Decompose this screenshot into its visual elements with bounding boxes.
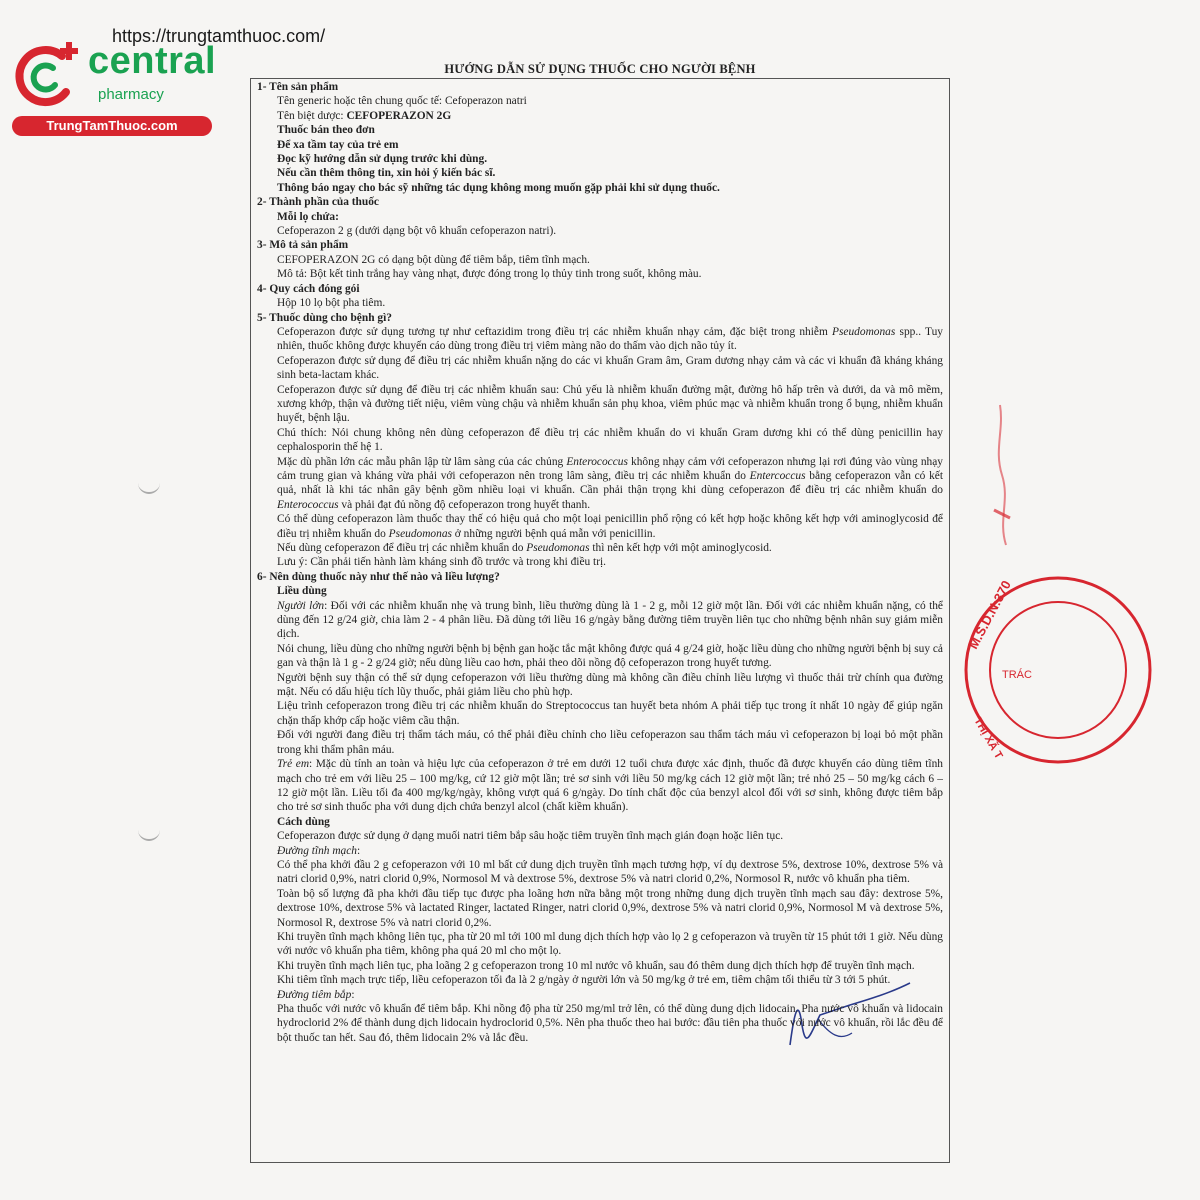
description-text: CEFOPERAZON 2G có dạng bột dùng để tiêm bắp, tiêm tĩnh mạch. xyxy=(277,253,590,266)
indication-paragraph xyxy=(277,512,943,541)
description-text: Mô tả: Bột kết tinh trắng hay vàng nhạt, được đóng trong lọ thủy tinh trong suốt, không màu. xyxy=(277,268,702,281)
brand-line xyxy=(277,109,943,123)
logo-banner: TrungTamThuoc.com xyxy=(12,116,212,136)
dosage-paragraph: Người bệnh suy thận có thể sử dụng cefoperazon với liều thường dùng mà không cần điều chỉnh liều lượng vì thuốc thải trừ chính qua đường mật. Nếu có dấu hiệu tích lũy thuốc, phải giảm liều cho phù hợp. xyxy=(277,671,943,699)
section-5-heading: 5- Thuốc dùng cho bệnh gì? xyxy=(257,311,392,324)
section-6-heading: 6- Nên dùng thuốc này như thế nào và liều lượng? xyxy=(257,570,500,583)
italic-term: Enterococcus xyxy=(566,455,628,468)
text-run: spp.. Tuy nhiên, thuốc không được khuyến cáo dùng trong điều trị viêm màng não do thấm vào dịch não tủy ít. xyxy=(277,325,943,353)
central-pharmacy-logo xyxy=(10,38,230,138)
administration-paragraph: Pha thuốc với nước vô khuẩn để tiêm bắp. Khi nồng độ pha từ 250 mg/ml trở lên, có thể dùng dung dịch lidocain. Pha nước vô khuẩn và lidocain hydroclorid 2% để thành dung dịch lidocain hydroclorid 0,5%. Nên pha thuốc theo hai bước: đầu tiên pha thuốc với nước vô khuẩn, rồi lắc đều để bột thuốc tan hết. Sau đó, thêm lidocain 2% và lắc đều. xyxy=(277,1003,943,1044)
indication-paragraph: Lưu ý: Cần phải tiến hành làm kháng sinh đồ trước và trong khi điều trị. xyxy=(277,556,607,569)
indication-paragraph xyxy=(277,325,943,354)
text-run: ở những người bệnh quá mẫn với penicillin. xyxy=(451,527,656,540)
dosage-subheading: Liều dùng xyxy=(277,585,327,598)
italic-term: Người lớn xyxy=(277,599,325,612)
italic-term: Pseudomonas xyxy=(388,527,452,540)
section-4-heading: 4- Quy cách đóng gói xyxy=(257,282,360,295)
administration-subheading: Cách dùng xyxy=(277,815,330,828)
composition-text: Cefoperazon 2 g (dưới dạng bột vô khuẩn cefoperazon natri). xyxy=(277,225,557,238)
administration-paragraph: Toàn bộ số lượng đã pha khởi đầu tiếp tục được pha loãng hơn nữa bằng một trong những dung dịch truyền tĩnh mạch sau đây: dextrose 5%, dextrose 10%, dextrose 5% và lactated Ringer, lactated Ringer, natri clorid 0,9%, dextrose 5% và natri clorid 0,9%, Normosol M và dextrose 5%, Normosol R, dextrose 5% và natri clorid 0,2%. xyxy=(277,887,943,929)
dosage-paragraph xyxy=(277,757,943,815)
italic-term: Entercoccus xyxy=(749,469,806,482)
iv-route-heading xyxy=(277,844,943,858)
source-url: https://trungtamthuoc.com/ xyxy=(112,26,326,46)
composition-subheading: Mỗi lọ chứa: xyxy=(277,210,339,223)
italic-term: Pseudomonas xyxy=(526,542,590,554)
italic-term: Đường tiêm bắp xyxy=(277,988,352,1001)
text-run: Có thể dùng cefoperazon làm thuốc thay thế có hiệu quả cho một loại penicillin phổ rộng có kết hợp hoặc không kết hợp với aminoglycosid để điều trị nhiễm khuẩn do xyxy=(277,513,943,540)
indication-paragraph: Chú thích: Nói chung không nên dùng cefoperazon để điều trị các nhiễm khuẩn do vi khuẩn Gram dương khi có thể dùng penicillin hay cephalosporin thế hệ 1. xyxy=(277,426,943,454)
document-title: HƯỚNG DẪN SỬ DỤNG THUỐC CHO NGƯỜI BỆNH xyxy=(444,62,756,76)
red-handwriting-mark xyxy=(980,400,1020,550)
text-run: thì nên kết hợp với một aminoglycosid. xyxy=(589,542,772,554)
pharmacy-cross-icon xyxy=(10,38,88,116)
warning-line: Thông báo ngay cho bác sỹ những tác dụng không mong muốn gặp phải khi sử dụng thuốc. xyxy=(277,181,720,194)
stamp-bottom-text: THỊ XÃ T xyxy=(971,715,1005,762)
indication-paragraph xyxy=(277,455,943,513)
administration-paragraph: Khi truyền tĩnh mạch không liên tục, pha từ 20 ml tới 100 ml dung dịch thích hợp vào lọ 2 g cefoperazon và truyền từ 15 phút tới 1 giờ. Nếu dùng với nước vô khuẩn pha tiêm, không pha quá 20 ml cho một lọ. xyxy=(277,930,943,958)
indication-paragraph xyxy=(277,541,943,555)
warning-line: Đọc kỹ hướng dẫn sử dụng trước khi dùng. xyxy=(277,153,488,166)
text-run: Cefoperazon được sử dụng tương tự như ceftazidim trong điều trị các nhiễm khuẩn nhạy cảm, đặc biệt trong nhiễm xyxy=(277,325,833,338)
italic-term: Đường tĩnh mạch xyxy=(277,844,357,857)
red-seal-stamp xyxy=(958,570,1032,770)
administration-paragraph: Khi truyền tĩnh mạch liên tục, pha loãng 2 g cefoperazon trong 10 ml nước vô khuẩn, sau đó thêm dung dịch thích hợp để truyền tĩnh mạch. xyxy=(277,959,915,972)
text-run: : Đối với các nhiễm khuẩn nhẹ và trung bình, liều thường dùng là 1 - 2 g, mỗi 12 giờ một lần. Đối với các nhiễm khuẩn nặng, có thể dùng đến 12 g/24 giờ, chia làm 2 - 4 phân liều. Đã dùng tới liều 16 g/ngày bằng đường tiêm truyền liên tục cho những bệnh nhân suy giảm miễn dịch. xyxy=(277,599,943,641)
leaflet-body xyxy=(250,78,950,1163)
text-run: Nếu dùng cefoperazon để điều trị các nhiễm khuẩn do xyxy=(277,542,527,554)
dosage-paragraph: Nói chung, liều dùng cho những người bệnh bị bệnh gan hoặc tắc mật không được quá 4 g/24 giờ, hoặc liều dùng cho những người bệnh bị suy cả gan và thận là 1 g - 2 g/24 giờ; nếu dùng liều cao hơn, phải theo dõi nồng độ cefoperazon trong huyết tương. xyxy=(277,642,943,670)
text-run: bằng cefoperazon vẫn có kết quả, nhất là khi tác nhân gây bệnh gồm nhiều loại vi khuẩn. Cần phải thận trọng khi dùng cefoperazon để điều trị các nhiễm khuẩn do xyxy=(277,469,943,497)
section-1-heading: 1- Tên sản phẩm xyxy=(257,81,339,93)
stamp-inner-text: TRÁC xyxy=(1002,669,1032,681)
punch-hole xyxy=(138,478,160,494)
text-run: : Mặc dù tính an toàn và hiệu lực của cefoperazon ở trẻ em dưới 12 tuổi chưa được xác định, thuốc đã được khuyến cáo dùng tiêm tĩnh mạch cho trẻ em với liều 25 – 100 mg/kg, cứ 12 giờ một lần; trẻ sơ sinh với liều 50 mg/kg cách 12 giờ một lần; trẻ nhỏ 25 – 50 mg/kg cách 6 – 12 giờ một lần. Liều tối đa 400 mg/kg/ngày, không vượt quá 6 g/ngày. Do tính chất độc của benzyl alcol đối với sơ sinh, không được tiêm bắp cho trẻ sơ sinh thuốc pha với dung dịch chứa benzyl alcol (chất kiềm khuẩn). xyxy=(277,758,943,814)
indication-paragraph: Cefoperazon được sử dụng để điều trị các nhiễm khuẩn nặng do các vi khuẩn Gram âm, Gram dương nhạy cảm và các vi khuẩn đã kháng kháng sinh beta-lactam khác. xyxy=(277,354,943,382)
packaging-text: Hộp 10 lọ bột pha tiêm. xyxy=(277,297,386,310)
dosage-paragraph xyxy=(277,599,943,642)
text-run: : xyxy=(357,844,361,857)
warning-line: Nếu cần thêm thông tin, xin hỏi ý kiến bác sĩ. xyxy=(277,167,496,180)
brand-label: Tên biệt dược: xyxy=(277,109,347,122)
text-run: không nhạy cảm với cefoperazon nhưng lại rơi đúng vào vùng nhạy cảm trung gian và kháng vừa phải với cefoperazon nên trong lâm sàng, điều trị các nhiễm khuẩn do xyxy=(277,455,944,482)
administration-paragraph: Có thể pha khởi đầu 2 g cefoperazon với 10 ml bất cứ dung dịch truyền tĩnh mạch tương hợp, ví dụ dextrose 5%, dextrose 10%, dextrose 5% và natri clorid 0,9%, natri clorid 0,9%, Normosol M và dextrose 5%, dextrose 5% và natri clorid 0,2%, Normosol R, nước vô khuẩn pha tiêm. xyxy=(277,858,943,886)
text-run: Mặc dù phần lớn các mẫu phân lập từ lâm sàng của các chủng xyxy=(277,455,567,468)
text-run: và phải đạt đủ nồng độ cefoperazon trong huyết thanh. xyxy=(338,498,591,511)
italic-term: Enterococcus xyxy=(277,498,339,511)
warning-line: Để xa tầm tay của trẻ em xyxy=(277,138,399,151)
italic-term: Trẻ em xyxy=(277,758,310,771)
indication-paragraph: Cefoperazon được sử dụng để điều trị các nhiễm khuẩn sau: Chủ yếu là nhiễm khuẩn đường mật, đường hô hấp trên và dưới, da và mô mềm, xương khớp, thận và đường tiết niệu, viêm vùng chậu và nhiễm khuẩn sản phụ khoa, viêm phúc mạc và nhiễm khuẩn trong ổ bụng, nhiễm khuẩn huyết, bệnh lậu. xyxy=(277,383,943,425)
stamp-top-text: M.S.D.N:370 xyxy=(965,578,1014,652)
punch-hole xyxy=(138,825,160,841)
warning-line: Thuốc bán theo đơn xyxy=(277,124,375,137)
logo-wordmark: central xyxy=(88,40,217,82)
generic-name: Tên generic hoặc tên chung quốc tế: Cefoperazon natri xyxy=(277,95,527,108)
dosage-paragraph: Đối với người đang điều trị thẩm tách máu, có thể phải điều chỉnh cho liều cefoperazon sau thẩm tách máu vì cefoperazon bị loại bỏ một phần trong khi thẩm phân máu. xyxy=(277,729,943,756)
section-2-heading: 2- Thành phần của thuốc xyxy=(257,196,379,209)
brand-name: CEFOPERAZON 2G xyxy=(346,109,452,122)
section-3-heading: 3- Mô tả sản phẩm xyxy=(257,239,349,252)
administration-paragraph: Khi tiêm tĩnh mạch trực tiếp, liều cefoperazon tối đa là 2 g/ngày ở người lớn và 50 mg/kg ở trẻ em, tiêm chậm tối thiểu từ 3 tới 5 phút. xyxy=(277,974,891,987)
text-run: : xyxy=(351,988,355,1001)
im-route-heading xyxy=(277,988,943,1002)
logo-subtitle: pharmacy xyxy=(98,86,164,103)
administration-paragraph: Cefoperazon được sử dụng ở dạng muối natri tiêm bắp sâu hoặc tiêm truyền tĩnh mạch gián đoạn hoặc liên tục. xyxy=(277,830,784,843)
dosage-paragraph: Liệu trình cefoperazon trong điều trị các nhiễm khuẩn do Streptococcus tan huyết beta nhóm A phải tiếp tục trong ít nhất 10 ngày để giúp ngăn chặn thấp khớp cấp hoặc viêm cầu thận. xyxy=(277,700,943,727)
italic-term: Pseudomonas xyxy=(832,325,896,338)
